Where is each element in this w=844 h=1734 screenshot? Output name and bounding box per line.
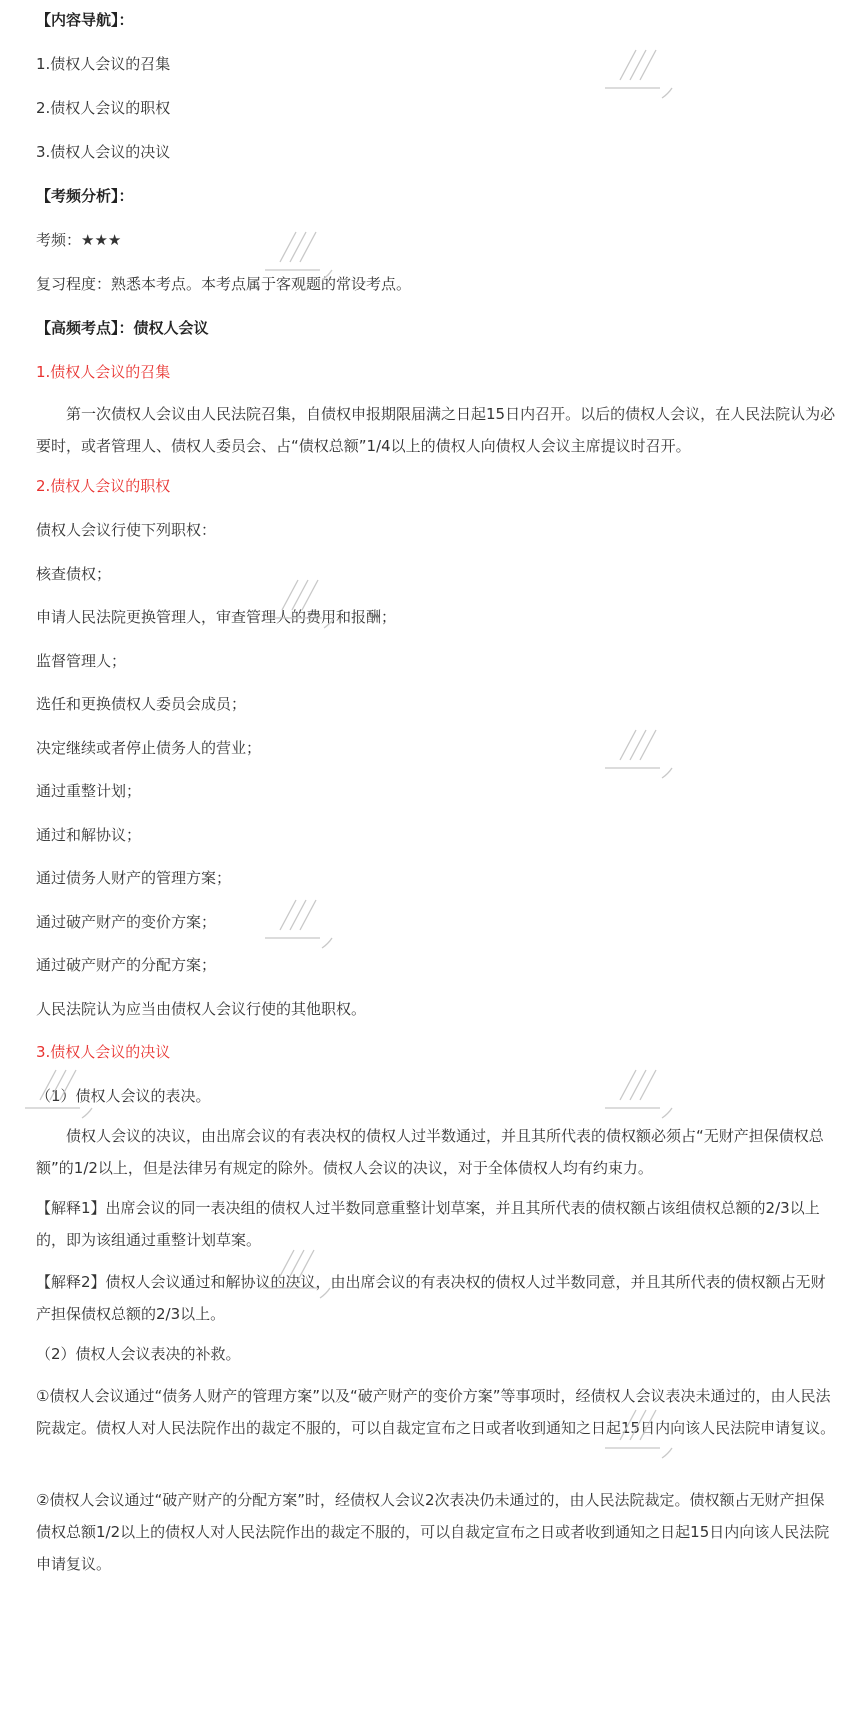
power-item-5: 决定继续或者停止债务人的营业； [36, 739, 262, 757]
section-2-intro: 债权人会议行使下列职权： [36, 521, 217, 539]
power-item-3: 监督管理人； [36, 652, 127, 670]
review-level: 复习程度：熟悉本考点。本考点属于客观题的常设考点。 [36, 275, 412, 293]
freq-heading: 【考频分析】： [36, 187, 134, 205]
subsection-1-title: （1）债权人会议的表决。 [36, 1087, 211, 1105]
remedy-1: ①债权人会议通过“债务人财产的管理方案”以及“破产财产的变价方案”等事项时，经债权人会议表决未通过的，由人民法院裁定。债权人对人民法院作出的裁定不服的，可以自裁定宣布之日或者收到通知之日起15日内向该人民法院申请复议。 [36, 1387, 836, 1437]
nav-item-1: 1.债权人会议的召集 [36, 55, 171, 73]
power-item-2: 申请人民法院更换管理人，审查管理人的费用和报酬； [36, 608, 397, 626]
subsection-2-title: （2）债权人会议表决的补救。 [36, 1345, 241, 1363]
section-2-title: 2.债权人会议的职权 [36, 477, 171, 495]
note-2: 【解释2】债权人会议通过和解协议的决议，由出席会议的有表决权的债权人过半数同意，并且其所代表的债权额占无财产担保债权总额的2/3以上。 [36, 1273, 826, 1323]
power-item-11: 人民法院认为应当由债权人会议行使的其他职权。 [36, 1000, 367, 1018]
power-item-10: 通过破产财产的分配方案； [36, 956, 217, 974]
power-item-9: 通过破产财产的变价方案； [36, 913, 217, 931]
section-1-title: 1.债权人会议的召集 [36, 363, 171, 381]
freq-rating: 考频：★★★ [36, 231, 122, 249]
remedy-2: ②债权人会议通过“破产财产的分配方案”时，经债权人会议2次表决仍未通过的，由人民法院裁定。债权额占无财产担保债权总额1/2以上的债权人对人民法院作出的裁定不服的，可以自裁定宣布之日或者收到通知之日起15日内向该人民法院申请复议。 [36, 1491, 830, 1573]
power-item-4: 选任和更换债权人委员会成员； [36, 695, 247, 713]
power-item-6: 通过重整计划； [36, 782, 142, 800]
nav-item-2: 2.债权人会议的职权 [36, 99, 171, 117]
hot-heading: 【高频考点】：债权人会议 [36, 319, 209, 337]
power-item-7: 通过和解协议； [36, 826, 142, 844]
note-1: 【解释1】出席会议的同一表决组的债权人过半数同意重整计划草案，并且其所代表的债权额占该组债权总额的2/3以上的，即为该组通过重整计划草案。 [36, 1199, 820, 1249]
section-1-body: 第一次债权人会议由人民法院召集，自债权申报期限届满之日起15日内召开。以后的债权人会议，在人民法院认为必要时，或者管理人、债权人委员会、占“债权总额”1/4以上的债权人向债权人会议主席提议时召开。 [36, 405, 836, 455]
nav-heading: 【内容导航】： [36, 11, 134, 29]
subsection-1-body: 债权人会议的决议，由出席会议的有表决权的债权人过半数通过，并且其所代表的债权额必须占“无财产担保债权总额”的1/2以上，但是法律另有规定的除外。债权人会议的决议，对于全体债权人均有约束力。 [36, 1127, 824, 1177]
section-3-title: 3.债权人会议的决议 [36, 1043, 171, 1061]
power-item-1: 核查债权； [36, 565, 112, 583]
power-item-8: 通过债务人财产的管理方案； [36, 869, 232, 887]
nav-item-3: 3.债权人会议的决议 [36, 143, 171, 161]
